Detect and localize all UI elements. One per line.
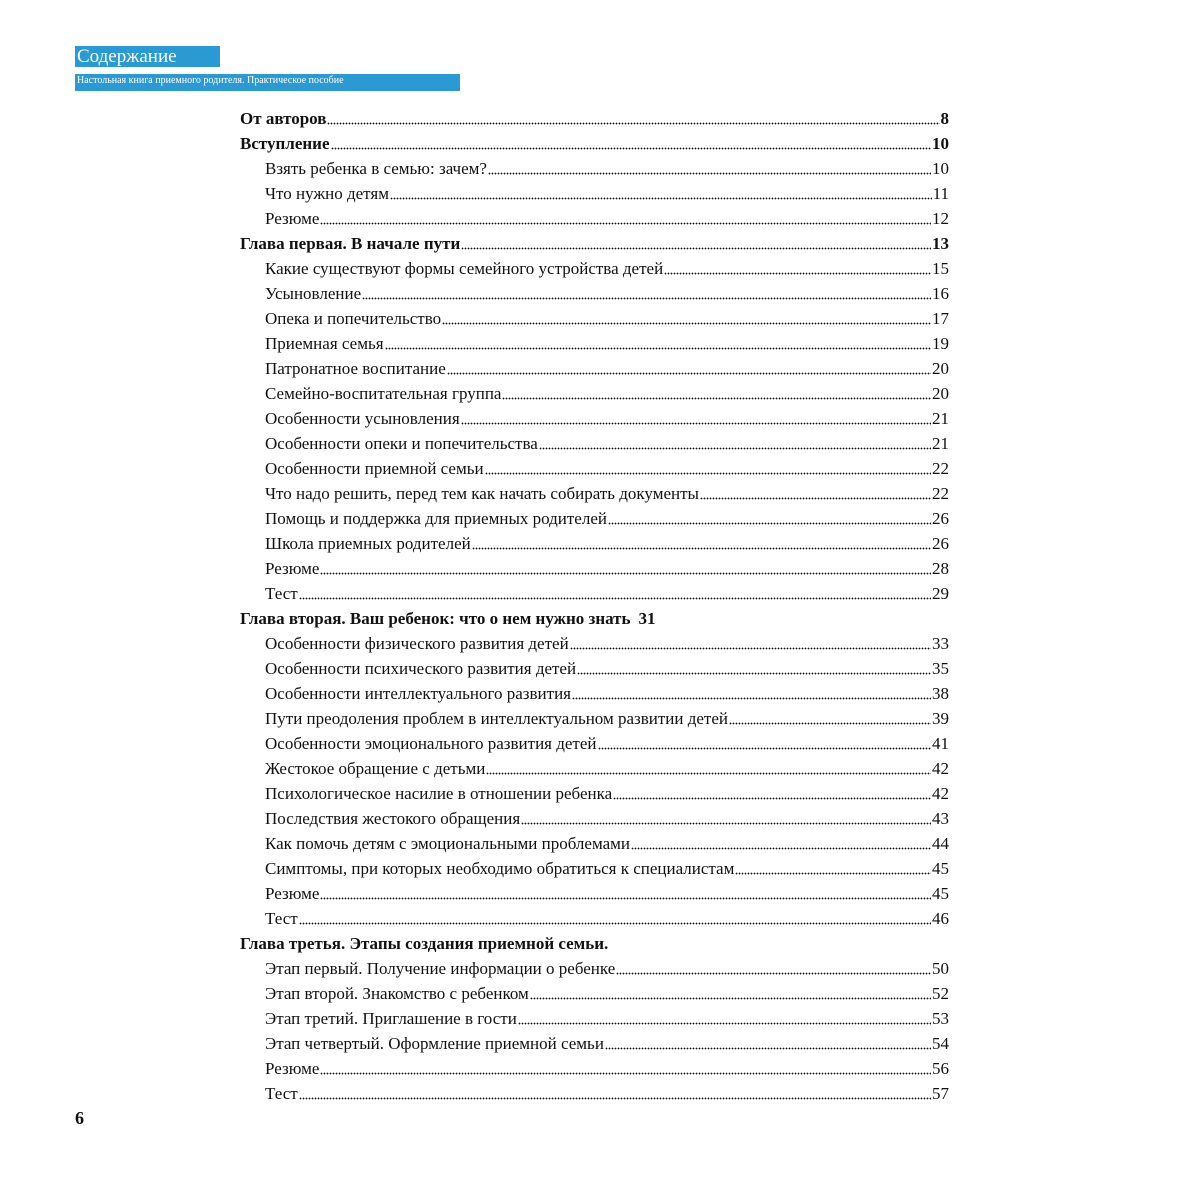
toc-section-entry — [240, 281, 949, 306]
toc-entry-page: 22 — [932, 459, 949, 478]
toc-entry-page: 56 — [932, 1059, 949, 1078]
toc-section-entry — [240, 706, 949, 731]
toc-dot-leader — [299, 596, 931, 600]
toc-entry-title: Усыновление — [265, 284, 362, 303]
toc-dot-leader — [299, 921, 931, 925]
toc-section-entry — [240, 381, 949, 406]
toc-section-entry — [240, 406, 949, 431]
toc-section-entry — [240, 881, 949, 906]
toc-entry-page: 35 — [932, 659, 949, 678]
toc-entry-title: Симптомы, при которых необходимо обратиться к специалистам — [265, 859, 735, 878]
toc-section-entry — [240, 581, 949, 606]
toc-chapter-entry — [240, 231, 949, 256]
toc-entry-page: 44 — [932, 834, 949, 853]
toc-section-entry — [240, 506, 949, 531]
toc-entry-title: Помощь и поддержка для приемных родителей — [265, 509, 607, 528]
toc-dot-leader — [605, 1046, 931, 1050]
toc-entry-page: 33 — [932, 634, 949, 653]
toc-dot-leader — [572, 696, 931, 700]
toc-entry-page: 43 — [932, 809, 949, 828]
toc-entry-page: 46 — [932, 909, 949, 928]
toc-entry-title: Какие существуют формы семейного устройства детей — [265, 259, 664, 278]
toc-entry-title: Что надо решить, перед тем как начать собирать документы — [265, 484, 699, 503]
toc-dot-leader — [320, 571, 931, 575]
toc-entry-title: Резюме — [265, 884, 320, 903]
toc-dot-leader — [631, 846, 931, 850]
toc-section-entry — [240, 856, 949, 881]
toc-entry-page: 21 — [932, 434, 949, 453]
toc-entry-title: Резюме — [265, 559, 320, 578]
toc-dot-leader — [486, 771, 931, 775]
toc-entry-title: Особенности усыновления — [265, 409, 460, 428]
toc-entry-title: Этап четвертый. Оформление приемной семьи — [265, 1034, 604, 1053]
toc-entry-title: Особенности интеллектуального развития — [265, 684, 571, 703]
toc-entry-title: Школа приемных родителей — [265, 534, 471, 553]
toc-section-entry — [240, 481, 949, 506]
toc-section-entry — [240, 331, 949, 356]
toc-dot-leader — [488, 171, 931, 175]
toc-dot-leader — [664, 271, 931, 275]
toc-entry-title: Последствия жестокого обращения — [265, 809, 521, 828]
toc-section-entry — [240, 531, 949, 556]
toc-entry-page: 45 — [932, 859, 949, 878]
toc-section-entry — [240, 631, 949, 656]
toc-dot-leader — [729, 721, 931, 725]
toc-section-entry — [240, 906, 949, 931]
toc-entry-title: От авторов — [240, 109, 327, 128]
toc-entry-title: Психологическое насилие в отношении ребенка — [265, 784, 613, 803]
toc-entry-title: Тест — [265, 584, 298, 603]
toc-entry-title: Пути преодоления проблем в интеллектуальном развитии детей — [265, 709, 729, 728]
page-number: 6 — [75, 1108, 84, 1128]
toc-dot-leader — [632, 621, 638, 625]
toc-entry-title: Особенности приемной семьи — [265, 459, 484, 478]
toc-dot-leader — [362, 296, 931, 300]
toc-dot-leader — [327, 121, 939, 125]
toc-entry-title: Особенности физического развития детей — [265, 634, 569, 653]
toc-entry-title: Глава вторая. Ваш ребенок: что о нем нужно знать — [240, 609, 631, 628]
toc-entry-page: 52 — [932, 984, 949, 1003]
toc-section-entry — [240, 1081, 949, 1106]
toc-entry-page: 10 — [932, 159, 949, 178]
toc-entry-page: 26 — [932, 509, 949, 528]
toc-entry-page: 21 — [932, 409, 949, 428]
toc-entry-title: Этап второй. Знакомство с ребенком — [265, 984, 529, 1003]
toc-dot-leader — [331, 146, 931, 150]
toc-entry-page: 42 — [932, 784, 949, 803]
toc-entry-page: 54 — [932, 1034, 949, 1053]
toc-dot-leader — [461, 246, 931, 250]
toc-entry-page: 17 — [932, 309, 949, 328]
toc-entry-page: 20 — [932, 359, 949, 378]
toc-dot-leader — [385, 346, 931, 350]
toc-dot-leader — [570, 646, 931, 650]
toc-entry-title: Что нужно детям — [265, 184, 389, 203]
toc-entry-title: Тест — [265, 1084, 298, 1103]
toc-entry-title: Опека и попечительство — [265, 309, 442, 328]
toc-entry-page: 39 — [932, 709, 949, 728]
toc-dot-leader — [700, 496, 931, 500]
toc-entry-title: Вступление — [240, 134, 330, 153]
toc-section-entry — [240, 756, 949, 781]
toc-dot-leader — [577, 671, 931, 675]
toc-section-entry — [240, 156, 949, 181]
toc-entry-page: 57 — [932, 1084, 949, 1103]
toc-dot-leader — [598, 746, 931, 750]
toc-section-entry — [240, 806, 949, 831]
toc-section-entry — [240, 306, 949, 331]
toc-section-entry — [240, 731, 949, 756]
toc-entry-title: Этап третий. Приглашение в гости — [265, 1009, 517, 1028]
toc-dot-leader — [735, 871, 931, 875]
toc-section-entry — [240, 1006, 949, 1031]
toc-entry-title: Резюме — [265, 1059, 320, 1078]
toc-section-entry — [240, 356, 949, 381]
book-subtitle: Настольная книга приемного родителя. Практическое пособие — [75, 74, 460, 91]
toc-section-entry — [240, 656, 949, 681]
toc-entry-page: 42 — [932, 759, 949, 778]
toc-section-entry — [240, 556, 949, 581]
toc-entry-page: 16 — [932, 284, 949, 303]
toc-dot-leader — [461, 421, 931, 425]
toc-entry-title: Приемная семья — [265, 334, 384, 353]
toc-dot-leader — [320, 896, 931, 900]
toc-entry-page: 22 — [932, 484, 949, 503]
toc-entry-page: 53 — [932, 1009, 949, 1028]
toc-entry-page: 45 — [932, 884, 949, 903]
toc-dot-leader — [608, 521, 931, 525]
toc-section-entry — [240, 956, 949, 981]
toc-section-entry — [240, 831, 949, 856]
toc-entry-page: 31 — [638, 609, 656, 628]
toc-chapter-entry — [240, 106, 949, 131]
toc-entry-page: 19 — [932, 334, 949, 353]
toc-section-entry — [240, 681, 949, 706]
toc-entry-page: 12 — [932, 209, 949, 228]
toc-section-entry — [240, 431, 949, 456]
toc-dot-leader — [447, 371, 931, 375]
toc-entry-page: 26 — [932, 534, 949, 553]
toc-entry-page: 8 — [940, 109, 949, 128]
toc-entry-page: 29 — [932, 584, 949, 603]
toc-entry-title: Особенности опеки и попечительства — [265, 434, 538, 453]
toc-dot-leader — [616, 971, 931, 975]
toc-entry-page: 38 — [932, 684, 949, 703]
toc-entry-page: 28 — [932, 559, 949, 578]
section-title: Содержание — [75, 46, 220, 67]
toc-entry-page: 50 — [932, 959, 949, 978]
toc-entry-page: 15 — [932, 259, 949, 278]
toc-dot-leader — [320, 1071, 931, 1075]
toc-dot-leader — [485, 471, 931, 475]
toc-entry-title: Как помочь детям с эмоциональными проблемами — [265, 834, 630, 853]
toc-dot-leader — [442, 321, 931, 325]
toc-entry-title: Глава первая. В начале пути — [240, 234, 461, 253]
table-of-contents — [240, 106, 949, 1106]
toc-dot-leader — [502, 396, 931, 400]
toc-dot-leader — [320, 221, 931, 225]
toc-entry-title: Этап первый. Получение информации о ребенке — [265, 959, 616, 978]
toc-entry-title: Патронатное воспитание — [265, 359, 446, 378]
toc-entry-title: Резюме — [265, 209, 320, 228]
toc-entry-title: Особенности психического развития детей — [265, 659, 577, 678]
toc-entry-page: 41 — [932, 734, 949, 753]
toc-section-entry — [240, 781, 949, 806]
toc-entry-page: 20 — [932, 384, 949, 403]
toc-dot-leader — [521, 821, 931, 825]
toc-dot-leader — [472, 546, 931, 550]
toc-entry-title: Жестокое обращение с детьми — [265, 759, 486, 778]
toc-dot-leader — [609, 946, 615, 950]
toc-section-entry — [240, 1056, 949, 1081]
toc-entry-page: 11 — [932, 184, 949, 203]
toc-entry-title: Семейно-воспитательная группа — [265, 384, 502, 403]
toc-dot-leader — [613, 796, 931, 800]
toc-section-entry — [240, 1031, 949, 1056]
toc-section-entry — [240, 181, 949, 206]
toc-entry-page: 13 — [932, 234, 949, 253]
toc-section-entry — [240, 256, 949, 281]
toc-chapter-entry — [240, 131, 949, 156]
toc-section-entry — [240, 981, 949, 1006]
toc-section-entry — [240, 456, 949, 481]
toc-entry-title: Глава третья. Этапы создания приемной семьи. — [240, 934, 609, 953]
toc-entry-page: 10 — [932, 134, 949, 153]
toc-dot-leader — [539, 446, 931, 450]
toc-entry-title: Взять ребенка в семью: зачем? — [265, 159, 487, 178]
toc-section-entry — [240, 206, 949, 231]
toc-chapter-entry — [240, 606, 949, 631]
toc-dot-leader — [530, 996, 931, 1000]
toc-entry-title: Особенности эмоционального развития детей — [265, 734, 597, 753]
toc-dot-leader — [390, 196, 932, 200]
toc-chapter-entry — [240, 931, 949, 956]
toc-entry-title: Тест — [265, 909, 298, 928]
toc-dot-leader — [518, 1021, 931, 1025]
toc-dot-leader — [299, 1096, 931, 1100]
